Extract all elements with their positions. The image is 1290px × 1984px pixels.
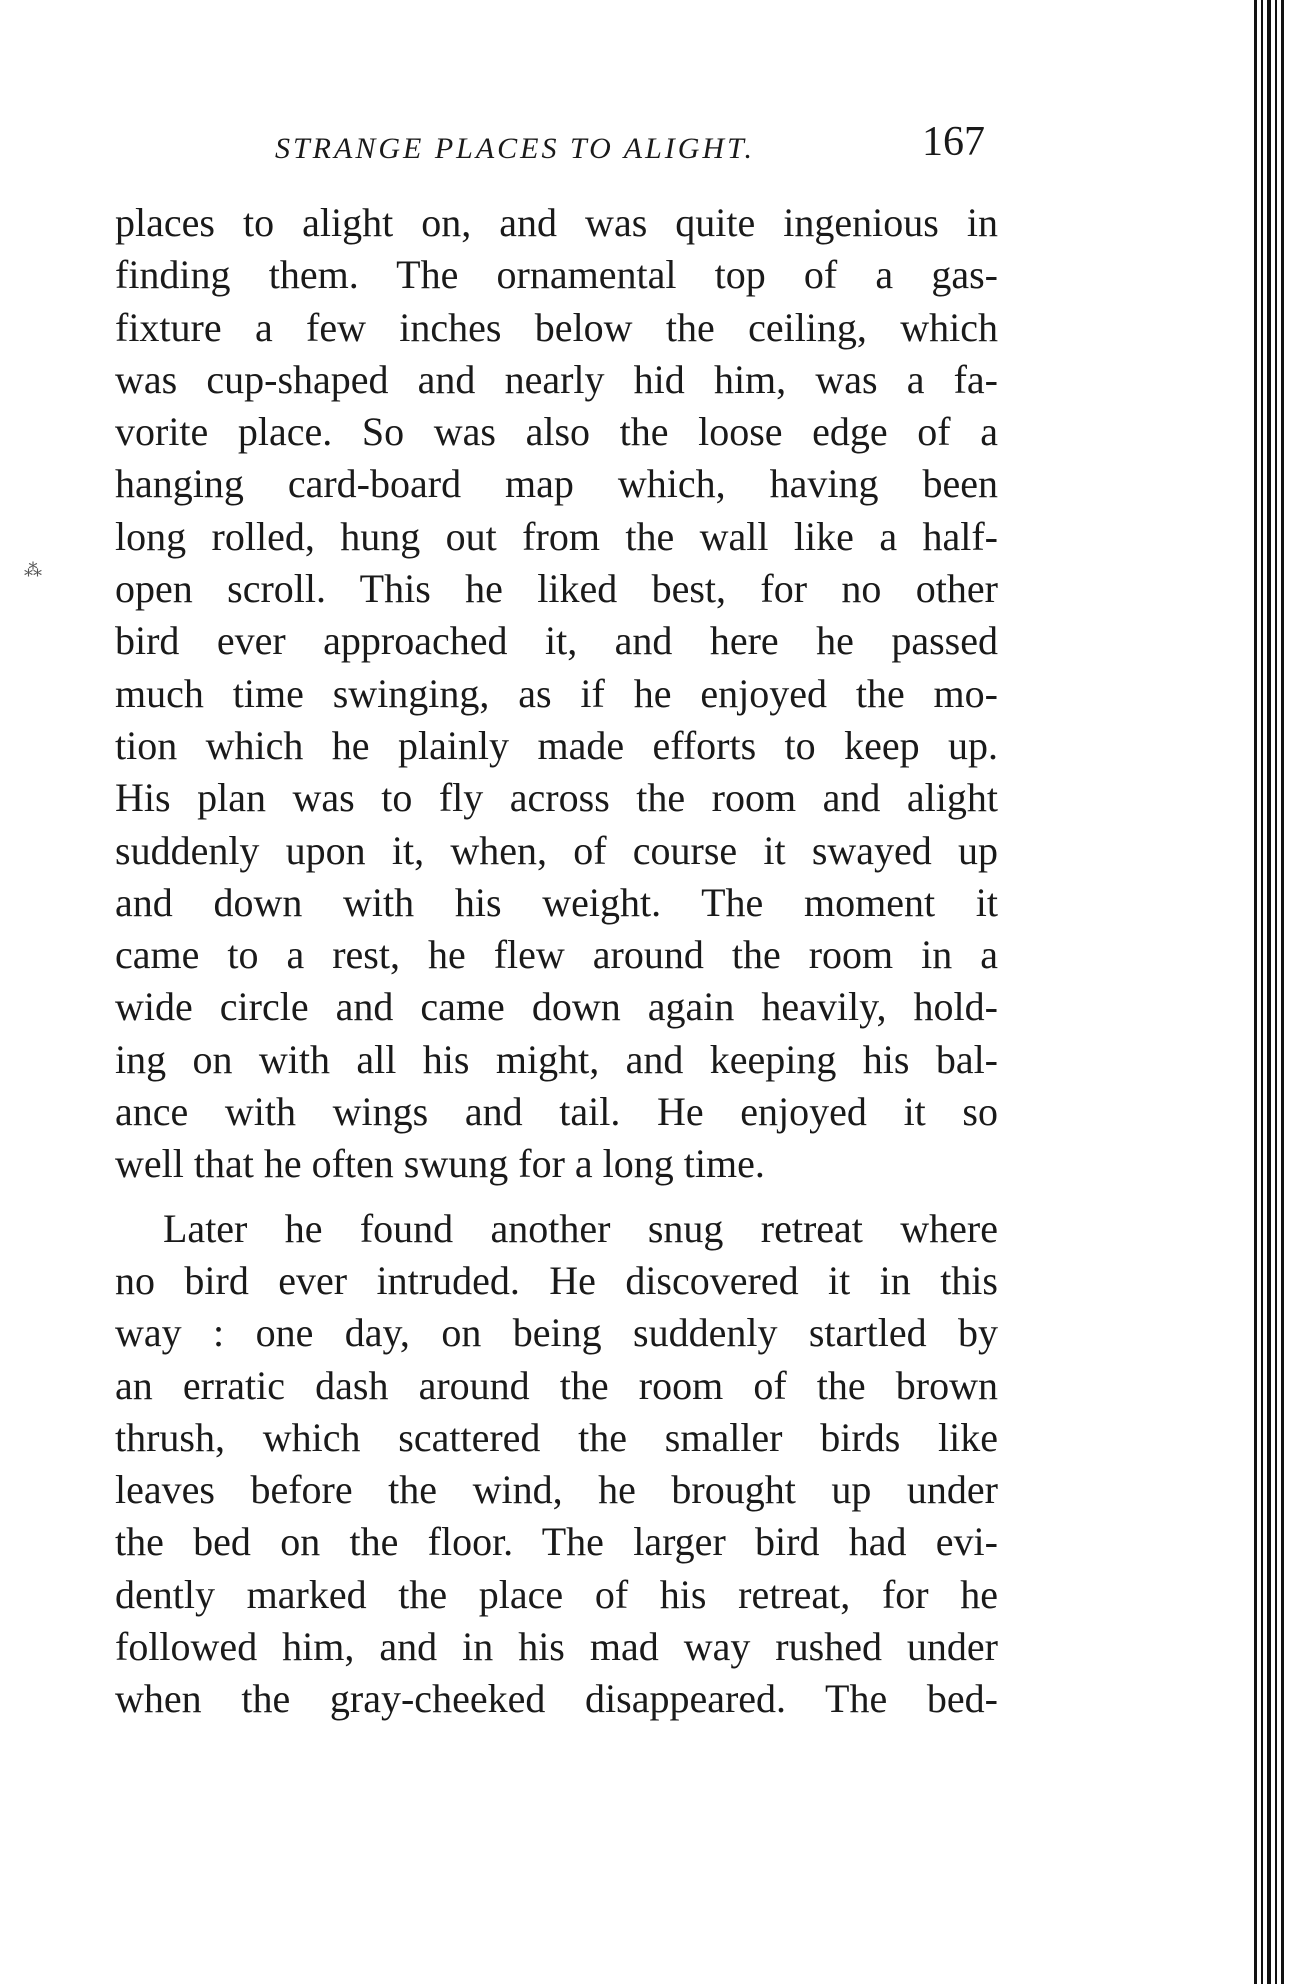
print-speck: ⁂ (24, 560, 42, 580)
text-line: bird ever approached it, and here he passed (115, 618, 998, 664)
paragraph-2 (115, 1203, 998, 1726)
binding-rule (1281, 0, 1284, 1984)
text-line: dently marked the place of his retreat, for he (115, 1571, 998, 1617)
text-line: ing on with all his might, and keeping his bal- (115, 1036, 998, 1082)
text-line: His plan was to fly across the room and alight (115, 775, 998, 821)
text-line: vorite place. So was also the loose edge of a (115, 409, 998, 455)
text-line: Later he found another snug retreat where (163, 1205, 998, 1251)
text-line: much time swinging, as if he enjoyed the mo- (115, 670, 998, 716)
page-number: 167 (922, 119, 985, 165)
text-line: tion which he plainly made efforts to keep up. (115, 722, 998, 768)
text-line: when the gray-cheeked disappeared. The bed- (115, 1676, 998, 1722)
text-line: followed him, and in his mad way rushed under (115, 1624, 998, 1670)
text-line: was cup-shaped and nearly hid him, was a fa- (115, 356, 998, 402)
text-line: suddenly upon it, when, of course it swayed up (115, 827, 998, 873)
text-line: and down with his weight. The moment it (115, 879, 998, 925)
binding-rule (1261, 0, 1263, 1984)
text-line: fixture a few inches below the ceiling, which (115, 304, 998, 350)
text-line: leaves before the wind, he brought up under (115, 1467, 998, 1513)
binding-edge (1250, 0, 1290, 1984)
paragraph-1 (115, 197, 998, 1191)
binding-rule (1267, 0, 1271, 1984)
text-line: an erratic dash around the room of the brown (115, 1362, 998, 1408)
text-line: finding them. The ornamental top of a gas- (115, 252, 998, 298)
text-line: way : one day, on being suddenly startled by (115, 1310, 998, 1356)
running-title: STRANGE PLACES TO ALIGHT. (275, 132, 756, 165)
text-line: ance with wings and tail. He enjoyed it so (115, 1089, 998, 1135)
text-line: no bird ever intruded. He discovered it in this (115, 1257, 998, 1303)
paragraph-gap (115, 1191, 998, 1203)
text-line: well that he often swung for a long time. (115, 1141, 765, 1187)
body-text (115, 197, 998, 1726)
text-line: wide circle and came down again heavily, hold- (115, 984, 998, 1030)
binding-rule (1275, 0, 1277, 1984)
text-line: the bed on the floor. The larger bird had evi- (115, 1519, 998, 1565)
text-line: long rolled, hung out from the wall like a half- (115, 513, 998, 559)
text-line: came to a rest, he flew around the room in a (115, 932, 998, 978)
text-line: places to alight on, and was quite ingenious in (115, 200, 998, 245)
text-line: open scroll. This he liked best, for no other (115, 566, 998, 612)
binding-rule (1254, 0, 1257, 1984)
text-line: hanging card-board map which, having been (115, 461, 998, 507)
text-line: thrush, which scattered the smaller birds like (115, 1414, 998, 1460)
running-head (115, 118, 985, 178)
